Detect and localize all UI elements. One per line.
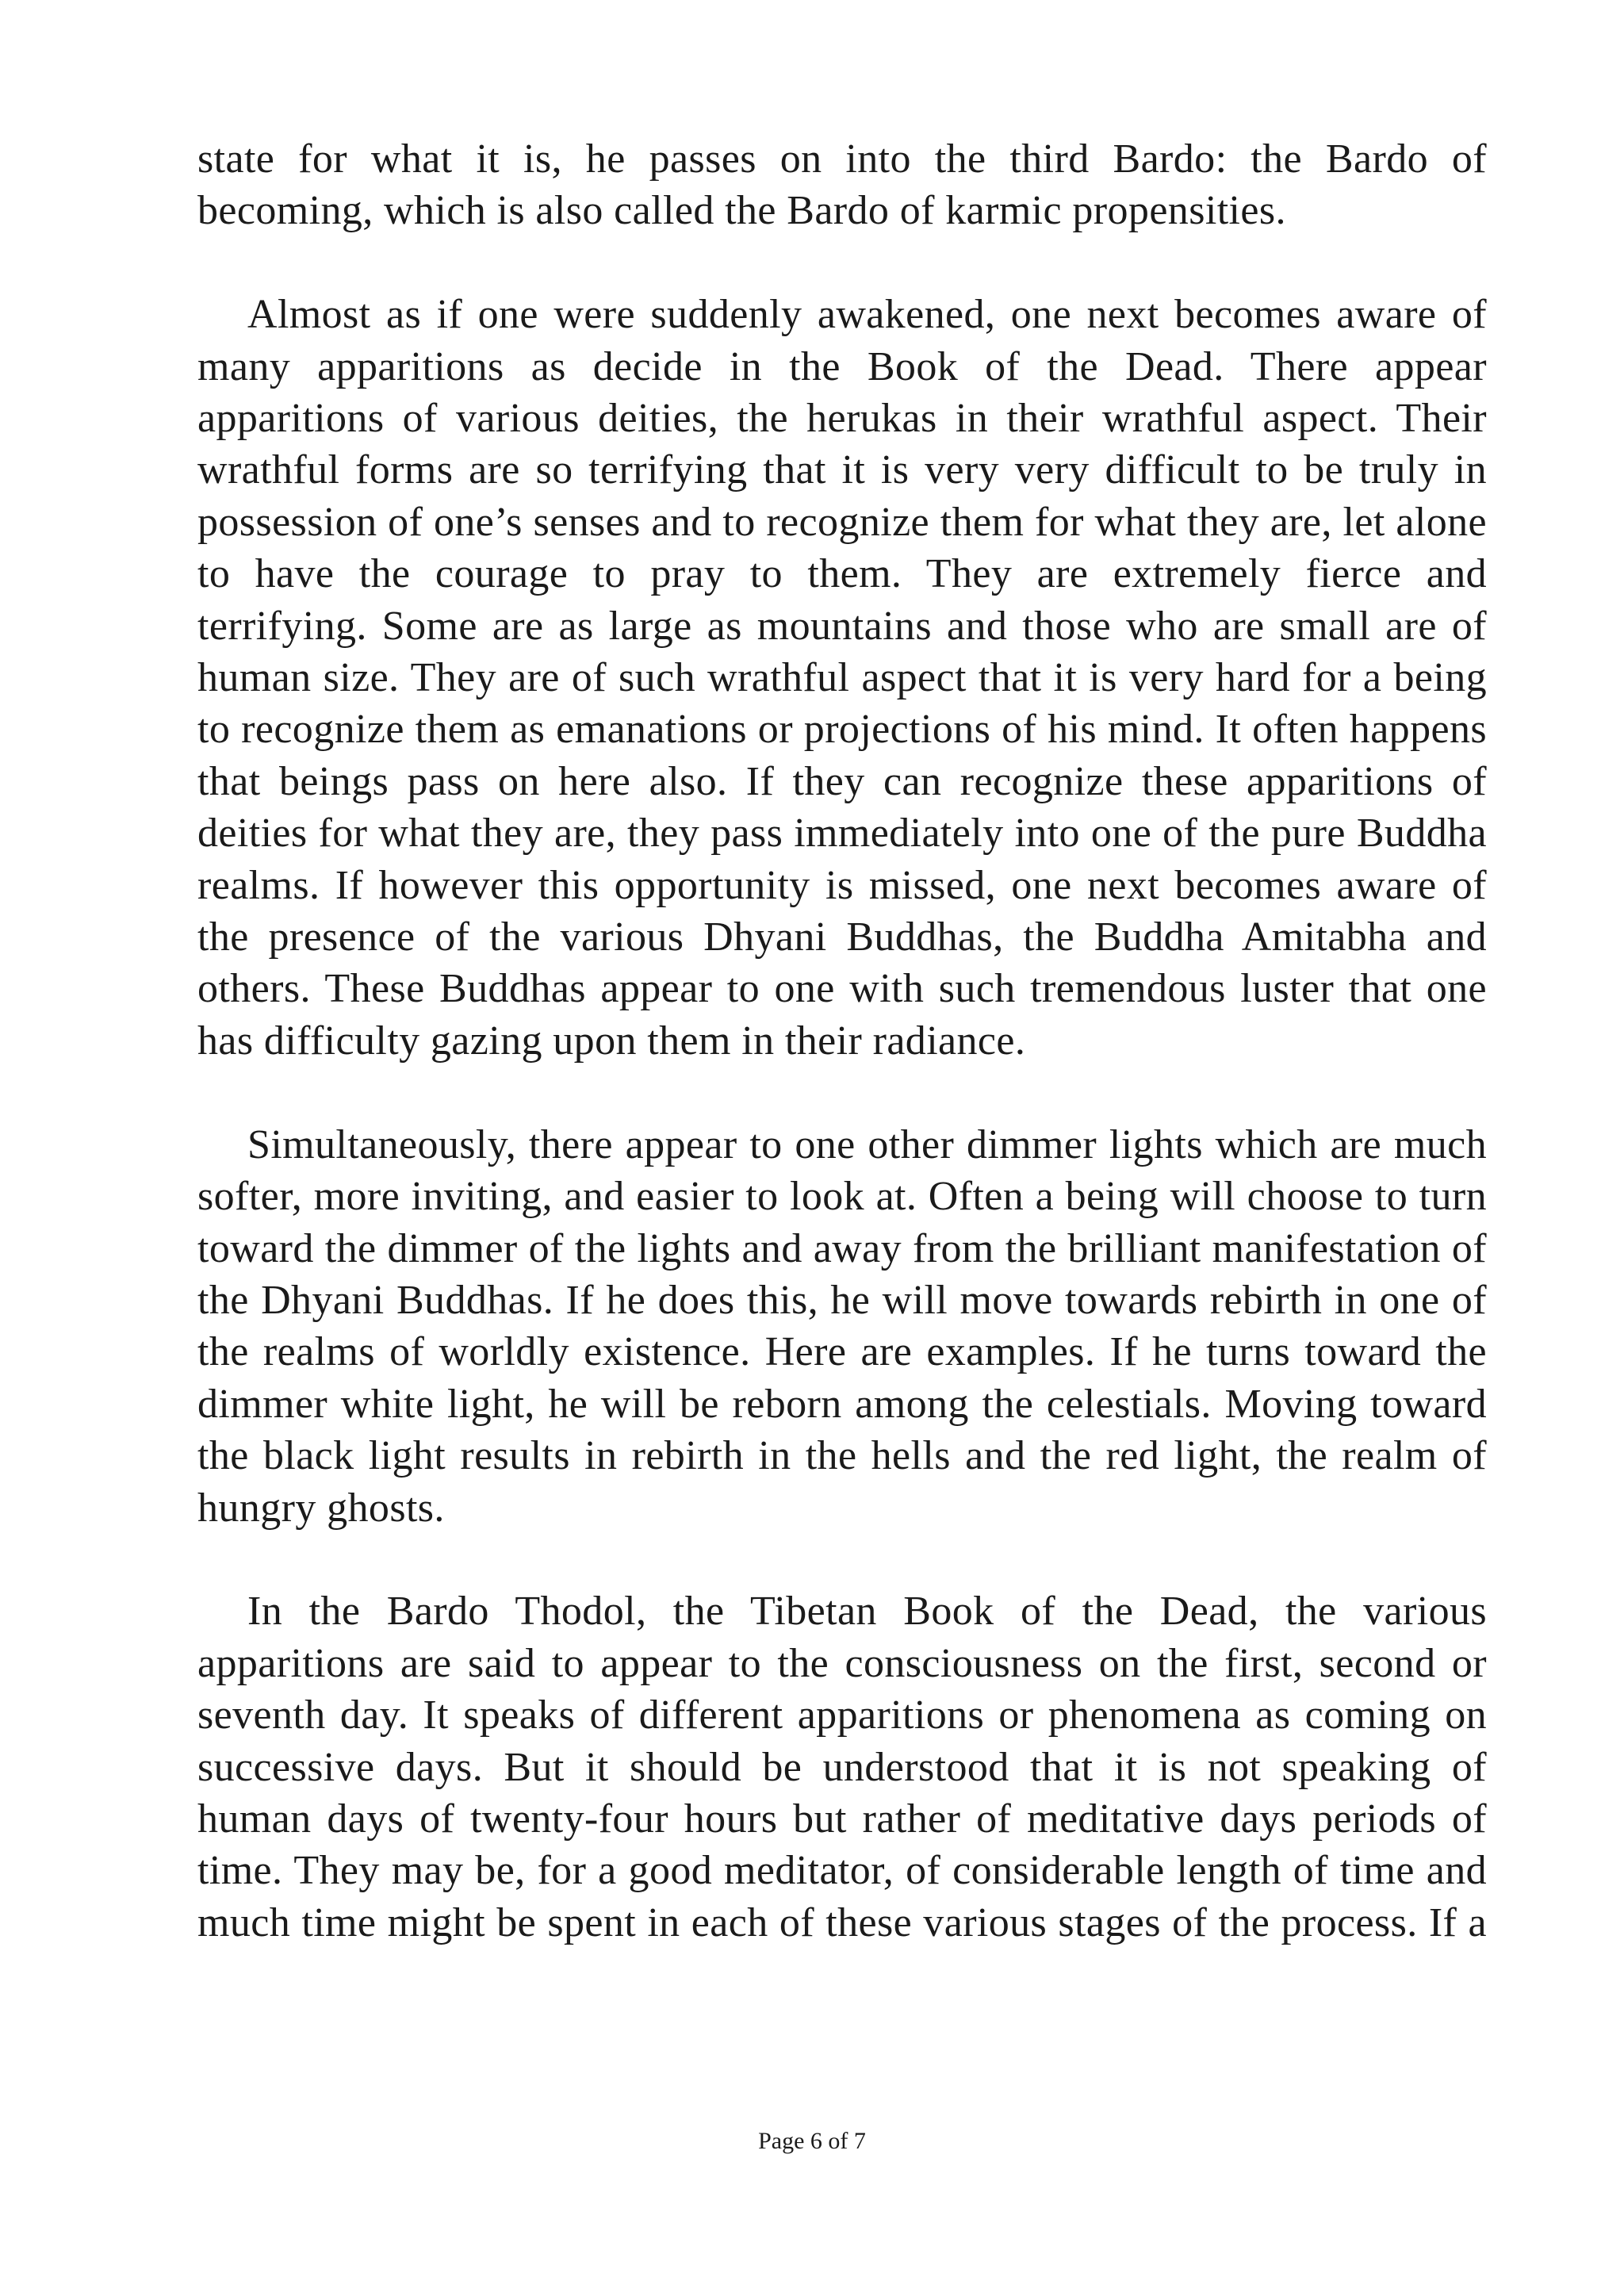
paragraph-bardo-thodol: In the Bardo Thodol, the Tibetan Book of the Dead, the various apparitions are said to appear to the consciousness on the first, second or seventh day. It speaks of different apparitions or phenomena as coming on successive days. But it should be understood that it is not speaking of human days of twenty-four hours but rather of meditative days periods of time. They may be, for a good meditator, of considerable length of time and much time might be spent in each of these various stages of the process. If a (197, 1589, 1487, 1945)
page-number-footer: Page 6 of 7 (758, 2128, 866, 2154)
paragraph-apparitions-of-deities: Almost as if one were suddenly awakened, one next becomes aware of many apparitions as decide in the Book of the Dead. There appear apparitions of various deities, the herukas in their wrathful aspect. Their wrathful forms are so terrifying that it is very very difficult to be truly in possession of one’s senses and to recognize them for what they are, let alone to have the courage to pray to them. They are extremely fierce and terrifying. Some are as large as mountains and those who are small are of human size. They are of such wrathful aspect that it is very hard for a being to recognize them as emanations or projections of his mind. It often happens that beings pass on here also. If they can recognize these apparitions of deities for what they are, they pass immediately into one of the pure Buddha realms. If however this opportunity is missed, one next becomes aware of the presence of the various Dhyani Buddhas, the Buddha Amitabha and others. These Buddhas appear to one with such tremendous luster that one has difficulty gazing upon them in their radiance. (197, 292, 1487, 1064)
paragraph-dimmer-lights: Simultaneously, there appear to one other dimmer lights which are much softer, more inviting, and easier to look at. Often a being will choose to turn toward the dimmer of the lights and away from the brilliant manifestation of the Dhyani Buddhas. If he does this, he will move towards rebirth in one of the realms of worldly existence. Here are examples. If he turns toward the dimmer white light, he will be reborn among the celestials. Moving toward the black light results in rebirth in the hells and the red light, the realm of hungry ghosts. (197, 1121, 1487, 1531)
paragraph-continuation: state for what it is, he passes on into the third Bardo: the Bardo of becoming, which is also called the Bardo of karmic propensities. (197, 136, 1487, 234)
body-text (197, 133, 1487, 1949)
